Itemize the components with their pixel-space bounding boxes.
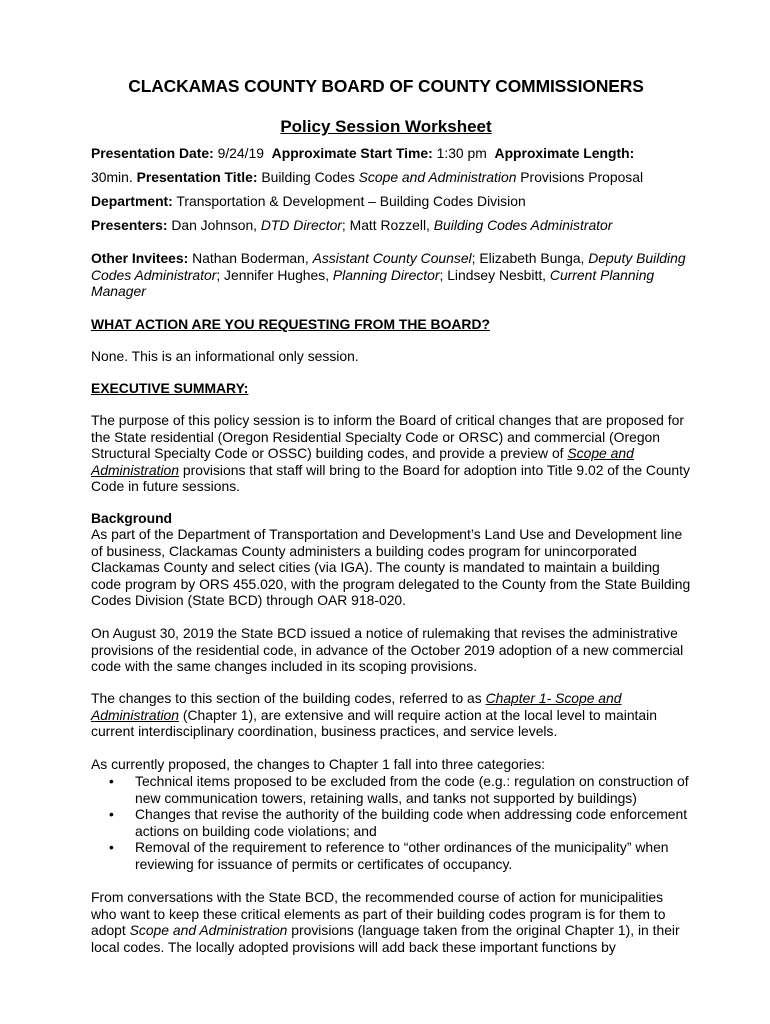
presenter-1-role: DTD Director — [260, 217, 342, 233]
list-item: • Removal of the requirement to reference to “other ordinances of the municipality” when reviewing for issuance of permits or certificates of occupancy. — [135, 839, 691, 872]
date-value: 9/24/19 — [217, 145, 264, 161]
background-paragraph-5: From conversations with the State BCD, the recommended course of action for municipalities who want to keep these critical elements as part of their building codes program is for them to adopt Scope and Administration provisions (language taken from the original Chapter 1), in their local codes. The locally adopted provisions will add back these important functions by — [91, 889, 680, 955]
department-label: Department: — [91, 193, 173, 209]
presentation-title-pre: Building Codes — [261, 169, 355, 185]
presenters-line — [91, 217, 612, 234]
presentation-meta-line-2 — [91, 169, 643, 186]
invitee-1-role: Assistant County Counsel — [312, 250, 472, 266]
scope-admin-reference: Scope and Administration — [91, 445, 634, 478]
department-value: Transportation & Development – Building Codes Division — [176, 193, 526, 209]
date-label: Presentation Date: — [91, 145, 214, 161]
background-heading: Background — [91, 510, 173, 526]
length-label: Approximate Length: — [494, 145, 635, 161]
background-paragraph-1: As part of the Department of Transportation and Development’s Land Use and Development line of business, Clackamas County administers a building codes program for unincorporated Clackamas County and select cities (via IGA). The county is mandated to maintain a building code program by ORS 455.020, with the program delegated to the County from the State Building Codes Division (State BCD) through OAR 918-020. — [91, 526, 691, 609]
presenters-label: Presenters: — [91, 217, 168, 233]
length-value: 30min. — [91, 169, 133, 185]
categories-list — [91, 773, 691, 873]
presentation-title-post: Provisions Proposal — [520, 169, 644, 185]
summary-paragraph: The purpose of this policy session is to inform the Board of critical changes that are proposed for the State residential (Oregon Residential Specialty Code or ORSC) and commercial (Oregon Structural Specialty Code or OSSC) building codes, and provide a preview of Scope and Administration provisions that staff will bring to the Board for adoption into Title 9.02 of the County Code in future sessions. — [91, 412, 690, 495]
background-paragraph-2: On August 30, 2019 the State BCD issued a notice of rulemaking that revises the administrative provisions of the residential code, in advance of the October 2019 adoption of a new commercial code with the same changes included in its scoping provisions. — [91, 625, 684, 675]
invitee-4-name: ; Lindsey Nesbitt, — [439, 266, 547, 283]
start-time-value: 1:30 pm — [436, 145, 487, 161]
action-heading: WHAT ACTION ARE YOU REQUESTING FROM THE BOARD? — [91, 316, 490, 332]
invitee-3-name: ; Jennifer Hughes, — [216, 266, 330, 283]
invitee-1-name: Nathan Boderman, — [192, 250, 309, 266]
presenter-1-name: Dan Johnson, — [171, 217, 258, 233]
department-line — [91, 193, 526, 210]
presentation-title-label: Presentation Title: — [136, 169, 258, 185]
list-item: • Technical items proposed to be excluded from the code (e.g.: regulation on construction of new communication towers, retaining walls, and tanks not supported by buildings) — [135, 773, 691, 806]
worksheet-title: Policy Session Worksheet — [280, 117, 492, 136]
background-paragraph-4: As currently proposed, the changes to Chapter 1 fall into three categories: — [91, 756, 546, 772]
presentation-title-italic: Scope and Administration — [358, 169, 517, 185]
chapter-1-reference: Chapter 1- Scope and Administration — [91, 690, 622, 723]
invitees-label: Other Invitees: — [91, 250, 189, 266]
presenter-2-name: ; Matt Rozzell, — [341, 217, 430, 233]
presenter-2-role: Building Codes Administrator — [433, 217, 613, 233]
background-paragraph-3: The changes to this section of the building codes, referred to as Chapter 1- Scope and Administration (Chapter 1), are extensive and will require action at the local level to maintain current interdisciplinary coordination, business practices, and service levels. — [91, 690, 657, 740]
invitee-2-name: ; Elizabeth Bunga, — [471, 250, 585, 266]
org-title: CLACKAMAS COUNTY BOARD OF COUNTY COMMISSIONERS — [128, 76, 644, 96]
invitee-4-role: Current Planning Manager — [91, 266, 655, 300]
invitee-3-role: Planning Director — [332, 266, 440, 283]
action-body: None. This is an informational only session. — [91, 348, 359, 364]
other-invitees — [91, 250, 691, 300]
invitee-2-role: Deputy Building Codes Administrator — [91, 250, 686, 283]
presentation-meta-line-1 — [91, 145, 634, 162]
list-item: • Changes that revise the authority of the building code when addressing code enforcement actions on building code violations; and — [135, 806, 691, 839]
executive-summary-heading: EXECUTIVE SUMMARY: — [91, 380, 249, 396]
start-time-label: Approximate Start Time: — [271, 145, 433, 161]
